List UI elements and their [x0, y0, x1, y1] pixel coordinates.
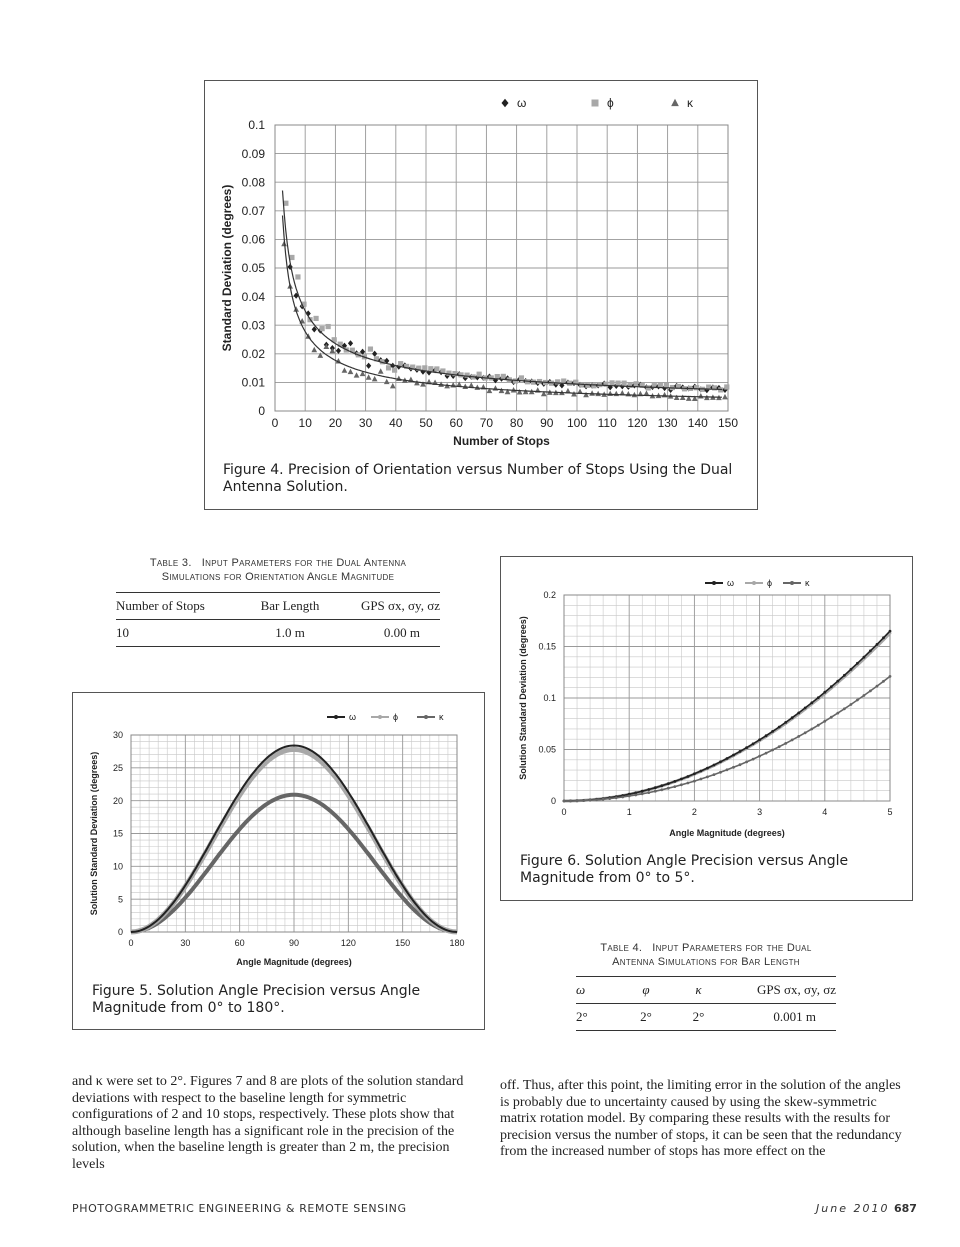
data-point — [713, 773, 716, 776]
data-point-omega — [348, 340, 353, 346]
data-point — [863, 656, 866, 659]
data-point-kappa — [384, 379, 390, 384]
data-point — [706, 767, 709, 770]
data-point — [791, 739, 794, 742]
data-point — [836, 680, 839, 683]
data-point — [700, 770, 703, 773]
x-tick-label: 3 — [757, 807, 763, 817]
y-tick-label: 0.02 — [241, 347, 265, 361]
y-tick-label: 0.1 — [248, 118, 265, 133]
data-point — [876, 643, 879, 646]
data-point — [758, 738, 761, 741]
data-point — [660, 788, 663, 791]
legend-label: κ — [439, 712, 444, 722]
x-axis-label: Angle Magnitude (degrees) — [669, 828, 785, 838]
data-point — [608, 797, 611, 800]
data-point — [693, 780, 696, 783]
data-point-phi — [320, 326, 325, 331]
x-tick-label: 30 — [180, 938, 191, 948]
data-point — [641, 790, 644, 793]
data-point-kappa — [722, 394, 728, 399]
data-point — [863, 694, 866, 697]
x-tick-label: 0 — [128, 938, 134, 948]
x-tick-label: 180 — [449, 938, 465, 948]
data-point-phi — [313, 316, 318, 321]
data-point — [850, 703, 853, 706]
data-point-kappa — [680, 395, 686, 400]
table-3-label: Table 3. — [149, 557, 192, 569]
legend-marker — [592, 100, 599, 107]
data-point — [882, 680, 885, 683]
data-point — [673, 785, 676, 788]
x-tick-label: 130 — [657, 416, 678, 430]
x-tick-label: 100 — [566, 416, 588, 430]
x-tick-label: 30 — [358, 416, 373, 430]
table-4-header: φ — [621, 977, 671, 1004]
data-point — [576, 799, 579, 802]
x-tick-label: 90 — [288, 938, 300, 948]
x-tick-label: 2 — [691, 807, 697, 817]
table-3-header: Bar Length — [240, 593, 340, 620]
data-point — [569, 800, 572, 803]
x-tick-label: 150 — [395, 938, 411, 948]
data-point — [797, 712, 800, 715]
data-point-phi — [609, 380, 614, 385]
data-point-kappa — [354, 372, 360, 377]
data-point — [634, 794, 637, 797]
data-point — [667, 782, 670, 785]
body-left-column: and κ were set to 2°. Figures 7 and 8 are plots of the solution standard deviations with respect to the baseline length for symmetric configurations of 2 and 10 stops, respectively. These plots show that although baseline length has a significant role in the precision of the solution, when the baseline length is greater than 2 m, the precision levels — [72, 1074, 464, 1172]
data-point — [771, 749, 774, 752]
data-point — [726, 768, 729, 771]
data-point — [647, 791, 650, 794]
data-point-phi — [519, 375, 524, 380]
table-4-title — [576, 941, 836, 969]
y-tick-label: 0.05 — [538, 744, 556, 755]
x-tick-label: 0 — [271, 416, 279, 430]
data-point — [628, 795, 631, 798]
table-3-title-line1: Input Parameters for the Dual Antenna — [201, 557, 407, 569]
table-3-cell: 0.00 m — [340, 620, 440, 647]
x-axis-label: Angle Magnitude (degrees) — [236, 957, 352, 967]
data-point — [739, 763, 742, 766]
data-point — [889, 630, 892, 633]
data-point — [687, 775, 690, 778]
issue-date: June 2010 — [816, 1202, 890, 1215]
y-tick-label: 0 — [258, 404, 265, 419]
data-point-phi — [664, 383, 669, 388]
figure-6-caption: Figure 6. Solution Angle Precision versus Angle Magnitude from 0° to 5°. — [520, 853, 849, 886]
data-point-kappa — [607, 391, 613, 396]
data-point-kappa — [378, 368, 384, 373]
x-tick-label: 4 — [822, 807, 828, 817]
data-point-phi — [477, 372, 482, 377]
data-point-kappa — [698, 393, 704, 398]
table-4-header: GPS σx, σy, σz — [726, 977, 836, 1004]
series-line — [564, 633, 890, 801]
table-4-title-line1: Input Parameters for the Dual — [652, 942, 812, 954]
y-tick-label: 0.2 — [543, 590, 556, 601]
data-point-phi — [724, 384, 729, 389]
table-4-cell: 2° — [576, 1004, 621, 1031]
data-point — [693, 772, 696, 775]
data-point — [713, 764, 716, 767]
data-point — [843, 707, 846, 710]
table-4-label: Table 4. — [600, 942, 643, 954]
data-point-phi — [434, 366, 439, 371]
legend-marker — [334, 715, 338, 719]
x-tick-label: 10 — [298, 416, 312, 430]
data-point — [667, 787, 670, 790]
data-point — [856, 662, 859, 665]
data-point — [843, 674, 846, 677]
data-point — [797, 735, 800, 738]
x-tick-label: 80 — [509, 416, 524, 430]
x-tick-label: 20 — [328, 416, 343, 430]
data-point-kappa — [613, 391, 619, 396]
data-point — [765, 752, 768, 755]
legend-label: κ — [687, 96, 693, 110]
figure-5-chart — [73, 693, 483, 978]
table-4-header: ω — [576, 977, 621, 1004]
x-tick-label: 120 — [340, 938, 356, 948]
data-point — [771, 730, 774, 733]
data-point-phi — [295, 274, 300, 279]
x-tick-label: 60 — [234, 938, 245, 948]
data-point — [602, 798, 605, 801]
data-point-kappa — [311, 347, 317, 352]
y-tick-label: 0.09 — [241, 146, 265, 161]
y-axis-label: Solution Standard Deviation (degrees) — [518, 616, 528, 780]
data-point — [615, 796, 618, 799]
data-point — [778, 726, 781, 729]
y-tick-label: 0 — [550, 796, 556, 807]
table-3-title-line2: Simulations for Orientation Angle Magnitude — [161, 571, 395, 583]
data-point — [563, 800, 566, 803]
legend-label: κ — [805, 578, 810, 588]
journal-name: PHOTOGRAMMETRIC ENGINEERING & REMOTE SENSING — [72, 1202, 407, 1215]
data-point — [869, 649, 872, 652]
legend-label: ω — [349, 712, 357, 722]
data-point-omega — [366, 363, 371, 369]
y-tick-label: 0.01 — [241, 375, 265, 390]
x-tick-label: 70 — [479, 416, 494, 430]
table-3-cell: 10 — [116, 620, 240, 647]
legend-label: ϕ — [393, 712, 399, 722]
y-tick-label: 0.03 — [241, 318, 265, 333]
data-point-kappa — [342, 367, 348, 372]
legend-marker — [671, 99, 679, 106]
data-point-phi — [392, 368, 397, 373]
gps-sigma-header: GPS σx, σy, σz — [360, 598, 440, 613]
x-axis-label: Number of Stops — [453, 434, 550, 448]
table-3-cell: 1.0 m — [240, 620, 340, 647]
data-point — [621, 796, 624, 799]
data-point — [654, 786, 657, 789]
data-point-phi — [446, 371, 451, 376]
x-tick-label: 90 — [540, 416, 554, 430]
x-tick-label: 150 — [717, 416, 739, 430]
data-point — [745, 746, 748, 749]
data-point — [836, 712, 839, 715]
y-tick-label: 0.06 — [241, 232, 265, 247]
y-axis-label: Solution Standard Deviation (degrees) — [89, 751, 99, 916]
y-tick-label: 15 — [112, 828, 123, 839]
y-tick-label: 0.05 — [241, 261, 265, 276]
table-3-title — [116, 556, 440, 584]
data-point — [778, 745, 781, 748]
legend-label: ϕ — [607, 96, 614, 110]
legend-label: ϕ — [767, 578, 773, 588]
data-point — [804, 731, 807, 734]
data-point-kappa — [372, 376, 378, 381]
data-point — [647, 788, 650, 791]
data-point-phi — [585, 383, 590, 388]
data-point — [582, 799, 585, 802]
data-point-omega — [336, 348, 341, 354]
data-point — [784, 721, 787, 724]
data-point-kappa — [625, 391, 631, 396]
data-point — [745, 761, 748, 764]
y-tick-label: 0.1 — [543, 693, 556, 704]
legend-marker — [752, 581, 756, 585]
data-point — [752, 758, 755, 761]
x-tick-label: 5 — [887, 807, 893, 817]
table-4 — [576, 976, 836, 1031]
y-tick-label: 0.08 — [241, 175, 265, 190]
y-tick-label: 0.07 — [241, 204, 265, 218]
data-point — [700, 778, 703, 781]
data-point-kappa — [348, 369, 354, 374]
data-point — [726, 757, 729, 760]
figure-4-caption: Figure 4. Precision of Orientation versus Number of Stops Using the Dual Antenna Solution. — [223, 462, 733, 495]
data-point-kappa — [583, 392, 589, 397]
data-point — [876, 685, 879, 688]
data-point — [641, 792, 644, 795]
data-point — [654, 790, 657, 793]
y-tick-label: 0.04 — [241, 289, 265, 304]
y-tick-label: 0.15 — [538, 641, 556, 652]
y-tick-label: 30 — [112, 730, 123, 741]
table-3-header: Number of Stops — [116, 593, 240, 620]
x-tick-label: 1 — [626, 807, 632, 817]
legend-label: ω — [727, 578, 735, 588]
data-point — [680, 783, 683, 786]
figure-5 — [72, 692, 485, 1030]
legend-marker — [790, 581, 794, 585]
data-point — [810, 728, 813, 731]
legend-marker — [712, 581, 716, 585]
data-point — [889, 675, 892, 678]
x-tick-label: 40 — [389, 416, 403, 430]
data-point — [680, 778, 683, 781]
x-tick-label: 140 — [687, 416, 708, 430]
data-point — [817, 696, 820, 699]
data-point — [791, 716, 794, 719]
data-point — [589, 799, 592, 802]
x-tick-label: 120 — [627, 416, 648, 430]
data-point-phi — [326, 324, 331, 329]
data-point-phi — [634, 381, 639, 386]
data-point — [869, 690, 872, 693]
table-4-cell: 0.001 m — [726, 1004, 836, 1031]
data-point — [687, 782, 690, 785]
data-point — [823, 720, 826, 723]
data-point — [758, 755, 761, 758]
data-point — [739, 750, 742, 753]
y-tick-label: 20 — [112, 795, 123, 806]
data-point — [850, 668, 853, 671]
x-tick-label: 50 — [419, 416, 433, 430]
data-point — [784, 742, 787, 745]
trend-line-lower — [283, 216, 723, 398]
y-tick-label: 5 — [117, 894, 123, 905]
data-point — [752, 742, 755, 745]
data-point — [817, 724, 820, 727]
data-point — [719, 771, 722, 774]
data-point — [830, 716, 833, 719]
y-tick-label: 0 — [117, 927, 123, 938]
legend-label: ω — [517, 96, 527, 110]
data-point-phi — [615, 381, 620, 386]
table-4-header: κ — [671, 977, 726, 1004]
figure-6-chart — [501, 557, 911, 847]
data-point — [706, 776, 709, 779]
table-4-title-line2: Antenna Simulations for Bar Length — [612, 956, 800, 968]
data-point — [810, 701, 813, 704]
x-tick-label: 60 — [449, 416, 463, 430]
data-point — [765, 734, 768, 737]
table-4-cell: 2° — [621, 1004, 671, 1031]
data-point — [882, 636, 885, 639]
data-point-kappa — [317, 352, 323, 357]
table-3 — [116, 592, 440, 647]
table-3-header — [340, 593, 440, 620]
figure-6 — [500, 556, 913, 901]
legend-marker — [378, 715, 382, 719]
data-point — [830, 685, 833, 688]
data-point-phi — [622, 381, 627, 386]
data-point-phi — [646, 385, 651, 390]
x-tick-label: 110 — [597, 416, 617, 430]
data-point — [660, 784, 663, 787]
data-point — [732, 754, 735, 757]
body-right-column: off. Thus, after this point, the limiting error in the solution of the angles is probably due to uncertainty caused by using the skew-symmetric matrix rotation model. By comparing these results with the results for precision versus the number of stops, it can be seen that the redundancy from the increased number of stops has more effect on the — [500, 1078, 902, 1159]
figure-4-chart — [205, 81, 756, 466]
y-tick-label: 25 — [112, 762, 123, 773]
data-point-kappa — [589, 390, 595, 395]
data-point — [804, 707, 807, 710]
data-point-phi — [422, 365, 427, 370]
data-point-phi — [591, 383, 596, 388]
data-point-kappa — [674, 395, 680, 400]
data-point-phi — [428, 366, 433, 371]
y-tick-label: 10 — [112, 861, 123, 872]
data-point-kappa — [390, 383, 396, 388]
trend-line-upper — [283, 191, 723, 390]
data-point — [595, 798, 598, 801]
data-point-phi — [386, 365, 391, 370]
figure-4 — [204, 80, 758, 510]
data-point — [732, 766, 735, 769]
table-4-cell: 2° — [671, 1004, 726, 1031]
data-point-kappa — [499, 388, 505, 393]
data-point — [673, 780, 676, 783]
data-point-kappa — [517, 389, 523, 394]
data-point-kappa — [366, 374, 372, 379]
page-number: 687 — [894, 1202, 917, 1215]
x-tick-label: 0 — [561, 807, 567, 817]
y-axis-label: Standard Deviation (degrees) — [220, 184, 234, 352]
series-line — [564, 676, 890, 801]
data-point — [856, 699, 859, 702]
figure-5-caption: Figure 5. Solution Angle Precision versus Angle Magnitude from 0° to 180°. — [92, 983, 421, 1016]
legend-marker — [502, 99, 509, 107]
data-point — [719, 760, 722, 763]
data-point-phi — [368, 346, 373, 351]
data-point — [823, 691, 826, 694]
legend-marker — [424, 715, 428, 719]
